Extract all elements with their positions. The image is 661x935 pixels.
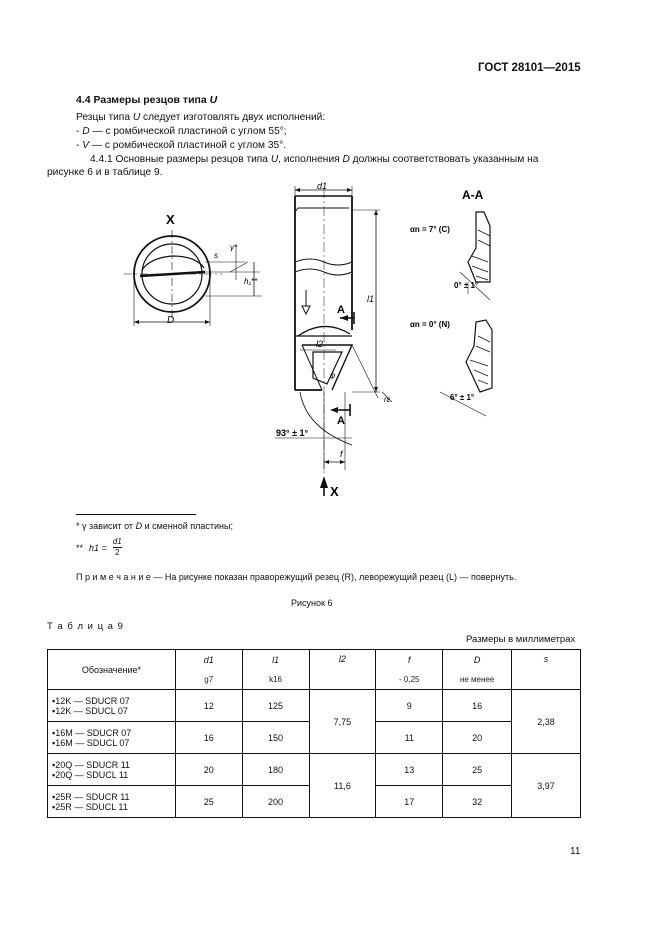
- note-text: — На рисунке показан праворежущий резец (R), леворежущий резец (L) — повернуть.: [150, 572, 517, 582]
- header-d1-text: d1: [203, 654, 214, 665]
- footnote-1-code: D: [135, 521, 143, 531]
- designation-r: ▪12K — SDUCR 07: [52, 695, 130, 706]
- section-title-prefix: 4.4 Размеры резцов типа: [76, 94, 210, 106]
- designation-l: ▪12K — SDUCL 07: [52, 705, 128, 716]
- dimension-D-label: D: [167, 315, 175, 326]
- d1-cell: 16: [175, 722, 242, 754]
- designation-l: ▪20Q — SDUCL 11: [52, 769, 129, 780]
- intro-line-1-a: Резцы типа: [76, 112, 133, 123]
- header-f-tol: - 0,25: [376, 670, 443, 690]
- table-row: [48, 754, 581, 786]
- clearance-angle-c-label: αn = 7° (C): [410, 225, 450, 234]
- para-a: 4.4.1 Основные размеры резцов типа: [90, 154, 271, 165]
- paragraph-4-4-1-line-2: рисунке 6 и в таблице 9.: [47, 167, 163, 178]
- header-D-tol: не менее: [443, 670, 512, 690]
- end-view-circle: [124, 230, 262, 326]
- view-x-bottom-label: X: [330, 484, 339, 499]
- page-number: 11: [570, 846, 581, 857]
- intro-line-2-a: -: [76, 126, 83, 137]
- clearance-angle-n-label: αn = 0° (N): [410, 320, 450, 329]
- para-c: должны соответствовать указанным на: [349, 154, 539, 165]
- rake-angle-c-label: 0° ± 1°: [454, 281, 479, 290]
- dimension-l2-label: l2: [316, 339, 324, 349]
- d1-cell: 20: [175, 754, 242, 786]
- footnote-2-denominator: 2: [115, 548, 120, 557]
- designation-cell: [48, 786, 176, 818]
- intro-line-1-b: следует изготовлять двух исполнений:: [140, 112, 326, 123]
- intro-line-2: [76, 125, 287, 138]
- header-d1-tol: g7: [175, 670, 242, 690]
- footnote-2-mark: **: [76, 542, 84, 553]
- note-label: П р и м е ч а н и е: [76, 572, 151, 582]
- f-cell: 11: [376, 722, 443, 754]
- intro-line-3-a: -: [76, 140, 83, 151]
- designation-r: ▪16M — SDUCR 07: [52, 727, 132, 738]
- designation-r: ▪25R — SDUCR 11: [52, 791, 130, 802]
- d1-cell: 25: [175, 786, 242, 818]
- l2-group-cell: 7,75: [309, 690, 376, 754]
- designation-l: ▪25R — SDUCL 11: [52, 801, 128, 812]
- f-cell: 13: [376, 754, 443, 786]
- section-mark-top: A: [337, 304, 345, 316]
- l1-cell: 200: [242, 786, 309, 818]
- dimension-l1-label: l1: [367, 294, 375, 304]
- designation-cell: [48, 754, 176, 786]
- f-cell: 9: [376, 690, 443, 722]
- D-cell: 20: [443, 722, 512, 754]
- footnote-1: [76, 521, 233, 531]
- s-group-cell: 3,97: [512, 754, 581, 818]
- footnote-separator: [76, 514, 196, 515]
- intro-line-1-type: U: [132, 112, 141, 123]
- para-type: U: [270, 154, 279, 165]
- designation-r: ▪20Q — SDUCR 11: [52, 759, 131, 770]
- footnote-1-text-a: γ зависит от: [82, 521, 136, 531]
- radius-r-label: rε: [384, 395, 391, 404]
- angle-phi-label: φ: [330, 371, 336, 380]
- intro-line-1: [76, 111, 325, 124]
- intro-line-3: [76, 139, 286, 152]
- D-cell: 32: [443, 786, 512, 818]
- section-aa-title: A-A: [462, 188, 484, 202]
- d1-cell: 12: [175, 690, 242, 722]
- header-D: [443, 650, 512, 670]
- s-group-cell: 2,38: [512, 690, 581, 754]
- paragraph-4-4-1: [90, 153, 580, 166]
- section-title-type: U: [209, 94, 218, 106]
- table-row: [48, 690, 581, 722]
- section-mark-bottom: A: [337, 415, 345, 427]
- header-f-text: f: [408, 654, 411, 665]
- angle-gamma-label: γ*: [230, 243, 238, 252]
- designation-cell: [48, 722, 176, 754]
- para-code: D: [342, 154, 350, 165]
- D-cell: 25: [443, 754, 512, 786]
- intro-line-2-b: — с ромбической пластиной с углом 55°;: [89, 126, 287, 137]
- header-s-text: s: [543, 654, 549, 664]
- header-l1: [242, 650, 309, 670]
- approach-angle-label: 93° ± 1°: [276, 428, 309, 438]
- l1-cell: 150: [242, 722, 309, 754]
- section-title: [76, 94, 217, 106]
- header-l1-tol: k16: [242, 670, 309, 690]
- designation-cell: [48, 690, 176, 722]
- footnote-2-lhs: h1 =: [89, 542, 107, 553]
- l1-cell: 125: [242, 690, 309, 722]
- table-title: Т а б л и ц а 9: [47, 621, 124, 632]
- dimension-s-label: s: [214, 251, 218, 260]
- table-9: [47, 649, 581, 818]
- header-s: [512, 650, 581, 690]
- dimension-d1-label: d1: [317, 181, 328, 191]
- header-f: [376, 650, 443, 670]
- footnote-1-text-b: и сменной пластины;: [142, 521, 233, 531]
- footnote-1-mark: *: [76, 521, 80, 531]
- para-b: , исполнения: [278, 154, 343, 165]
- rake-angle-n-label: 6° ± 1°: [450, 393, 475, 402]
- header-l2: [309, 650, 376, 690]
- footnote-2-numerator: d1: [112, 537, 122, 546]
- figure-6-drawing: [0, 175, 661, 505]
- header-l1-text: l1: [272, 654, 280, 665]
- l1-cell: 180: [242, 754, 309, 786]
- figure-caption: Рисунок 6: [291, 598, 333, 608]
- intro-line-3-code: V: [82, 140, 90, 151]
- intro-line-2-code: D: [82, 126, 90, 137]
- figure-note: [76, 572, 516, 582]
- table-header-row-1: [48, 650, 581, 670]
- dimension-h1-label: h₁**: [244, 277, 258, 286]
- document-header: ГОСТ 28101—2015: [478, 62, 581, 74]
- l2-group-cell: 11,6: [309, 754, 376, 818]
- f-cell: 17: [376, 786, 443, 818]
- D-cell: 16: [443, 690, 512, 722]
- footnote-2-fraction: [113, 537, 122, 558]
- dimension-f-label: f: [340, 449, 343, 459]
- header-d1: [175, 650, 242, 670]
- table-units: Размеры в миллиметрах: [466, 634, 576, 645]
- header-D-text: D: [473, 654, 481, 665]
- footnote-2: [76, 537, 122, 558]
- view-x-label: X: [166, 212, 175, 227]
- header-designation: Обозначение*: [48, 650, 176, 690]
- header-l2-text: l2: [338, 654, 346, 664]
- intro-line-3-b: — с ромбической пластиной с углом 35°.: [89, 140, 287, 151]
- designation-l: ▪16M — SDUCL 07: [52, 737, 130, 748]
